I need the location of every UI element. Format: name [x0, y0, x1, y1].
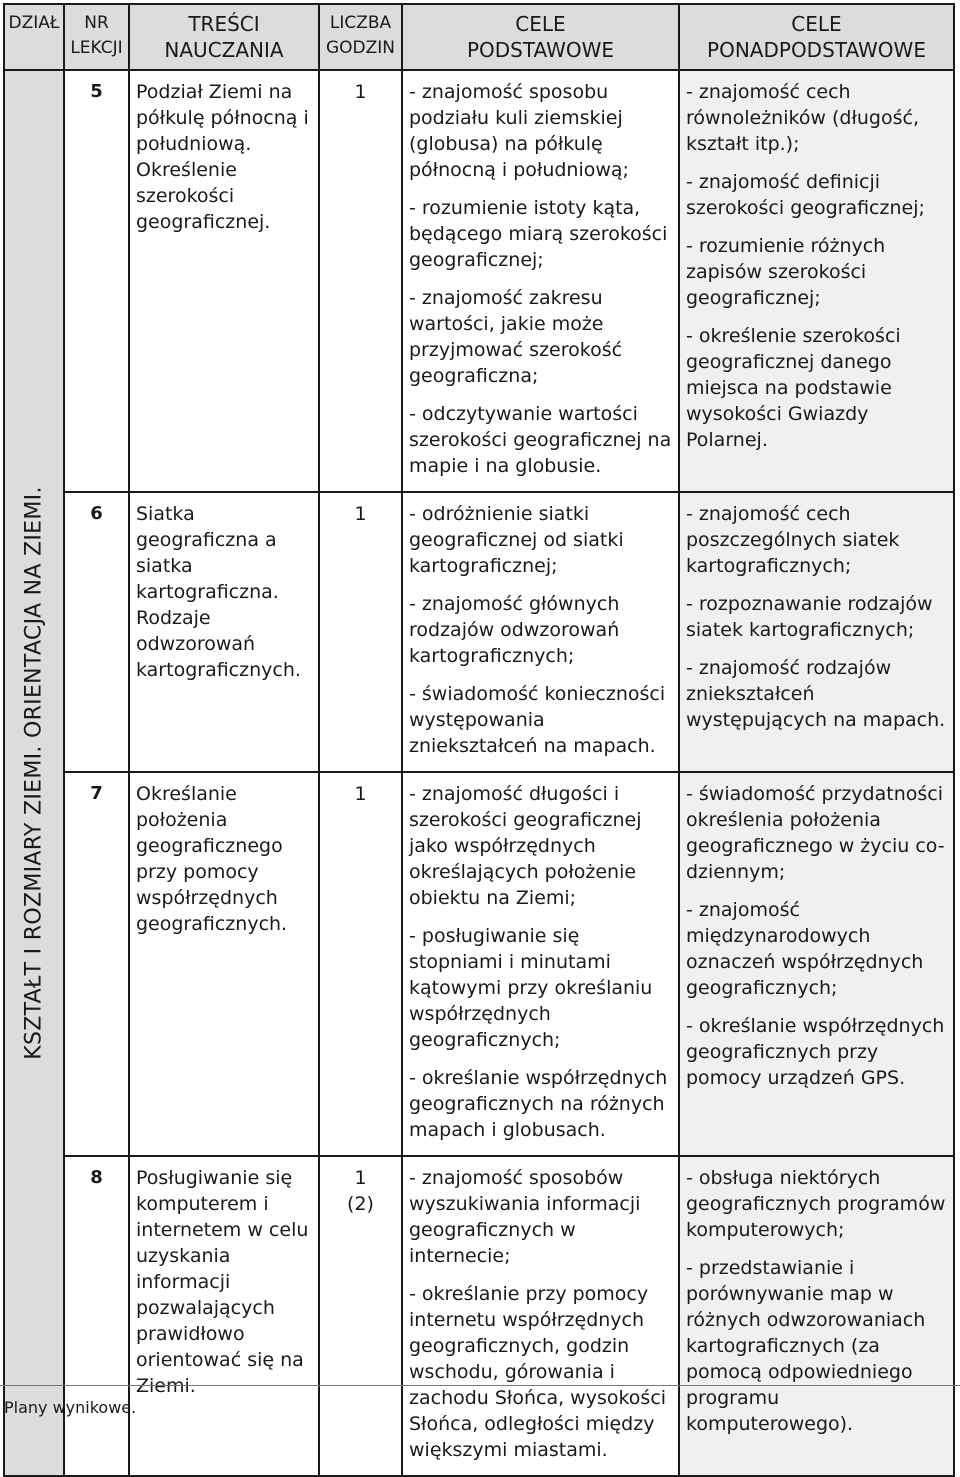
- goal-item: - znajomość rodzajów zniekształceń występujących na mapach.: [686, 657, 946, 731]
- goal-item: - rozumienie istoty kąta, będącego miarą szerokości geograficznej;: [409, 197, 668, 271]
- header-cele-podstawowe: CELE PODSTAWOWE: [402, 4, 679, 70]
- section-cell: [4, 70, 64, 1476]
- goal-item: - rozumienie różnych zapisów szerokości geograficznej;: [686, 235, 886, 309]
- basic-goals: [402, 492, 679, 772]
- hours-value: 1: [354, 1167, 367, 1189]
- goal-item: - określanie współrzędnych geograficznych przy pomocy urządzeń GPS.: [686, 1015, 945, 1089]
- advanced-goals: [679, 1156, 954, 1476]
- lesson-hours: [319, 70, 402, 492]
- hours-value: 1: [354, 503, 367, 525]
- lesson-content: Podział Ziemi na półkulę północną i południową. Określenie szerokości geograficznej.: [129, 70, 319, 492]
- goal-item: - świadomość konieczności występowania zniekształceń na mapach.: [409, 683, 666, 757]
- hours-value: 1: [354, 783, 367, 805]
- goal-item: - przedstawianie i porównywanie map w różnych odwzorowaniach kartograficznych (za pomocą odpowiedniego programu komputerowego).: [686, 1257, 926, 1435]
- table-row: [4, 492, 954, 772]
- basic-goals: [402, 772, 679, 1156]
- basic-goals: [402, 1156, 679, 1476]
- header-liczba-godzin: LICZBA GODZIN: [319, 4, 402, 70]
- header-nr-lekcji: NR LEKCJI: [64, 4, 129, 70]
- goal-item: - określanie współrzędnych geograficznych na różnych mapach i globusach.: [409, 1067, 668, 1141]
- goal-item: - znajomość głównych rodzajów odwzorowań kartograficznych;: [409, 593, 620, 667]
- lesson-content: Siatka geograficzna a siatka kartograficzna. Rodzaje odwzorowań kartograficznych.: [129, 492, 319, 772]
- advanced-goals: [679, 70, 954, 492]
- table-row: [4, 772, 954, 1156]
- header-tresci: TREŚCI NAUCZANIA: [129, 4, 319, 70]
- goal-item: - określanie przy pomocy internetu współrzędnych geograficznych, godzin wschodu, górowania i zachodu Słońca, wysokości Słońca, odległości między większymi miastami.: [409, 1283, 667, 1461]
- goal-item: - określenie szerokości geograficznej danego miejsca na podstawie wysokości Gwiazdy Polarnej.: [686, 325, 901, 451]
- lesson-plan-table: [3, 3, 955, 1477]
- lesson-hours: [319, 772, 402, 1156]
- goal-item: - znajomość długości i szerokości geograficznej jako współrzędnych określających położenie obiektu na Ziemi;: [409, 783, 642, 909]
- lesson-hours: [319, 1156, 402, 1476]
- goal-item: - odczytywanie wartości szerokości geograficznej na mapie i na globusie.: [409, 403, 672, 477]
- goal-item: - znajomość sposobu podziału kuli ziemskiej (globusa) na półkulę północną i południową;: [409, 81, 629, 181]
- hours-value: 1: [354, 81, 367, 103]
- header-row: [4, 4, 954, 70]
- header-cele-ponadpodstawowe: CELE PONADPODSTAWOWE: [679, 4, 954, 70]
- goal-item: - rozpoznawanie rodzajów siatek kartograficznych;: [686, 593, 933, 641]
- lesson-hours: [319, 492, 402, 772]
- section-title: KSZTAŁT I ROZMIARY ZIEMI. ORIENTACJA NA ZIEMI.: [21, 486, 47, 1060]
- goal-item: - znajomość cech poszczególnych siatek kartograficznych;: [686, 503, 900, 577]
- advanced-goals: [679, 772, 954, 1156]
- goal-item: - odróżnienie siatki geograficznej od siatki kartograficznej;: [409, 503, 624, 577]
- page-footer: [0, 1385, 960, 1417]
- basic-goals: [402, 70, 679, 492]
- lesson-number: 5: [64, 70, 129, 492]
- lesson-content: Posługiwanie się komputerem i internetem w celu uzyskania informacji pozwalających prawidłowo orientować się na Ziemi.: [129, 1156, 319, 1476]
- lesson-number: 7: [64, 772, 129, 1156]
- table-row: [4, 1156, 954, 1476]
- table-row: [4, 70, 954, 492]
- goal-item: - znajomość sposobów wyszukiwania informacji geograficznych w internecie;: [409, 1167, 641, 1267]
- header-dzial: DZIAŁ: [4, 4, 64, 70]
- goal-item: - posługiwanie się stopniami i minutami kątowymi przy określaniu współrzędnych geograficznych;: [409, 925, 653, 1051]
- lesson-number: 8: [64, 1156, 129, 1476]
- advanced-goals: [679, 492, 954, 772]
- lesson-content: Określanie położenia geograficznego przy pomocy współrzędnych geograficznych.: [129, 772, 319, 1156]
- goal-item: - znajomość definicji szerokości geograficznej;: [686, 171, 925, 219]
- goal-item: - znajomość cech równoleżników (długość, kształt itp.);: [686, 81, 920, 155]
- goal-item: - świadomość przydatności określenia położenia geograficznego w życiu co-dziennym;: [686, 783, 945, 883]
- footer-text: Plany wynikowe.: [4, 1398, 137, 1417]
- lesson-number: 6: [64, 492, 129, 772]
- hours-extra: (2): [347, 1193, 374, 1215]
- goal-item: - znajomość zakresu wartości, jakie może przyjmować szerokość geograficzna;: [409, 287, 623, 387]
- goal-item: - obsługa niektórych geograficznych programów komputerowych;: [686, 1167, 946, 1241]
- goal-item: - znajomość międzynarodowych oznaczeń współrzędnych geograficznych;: [686, 899, 924, 999]
